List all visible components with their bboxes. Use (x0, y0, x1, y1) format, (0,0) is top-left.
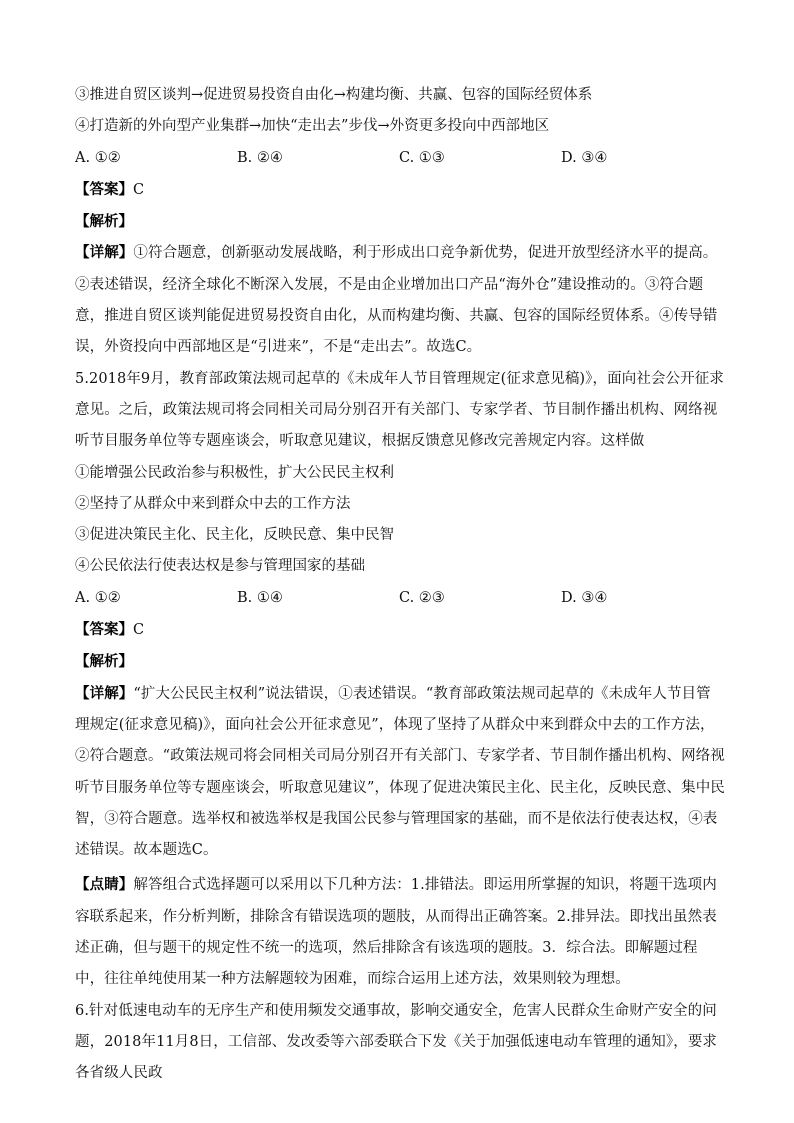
q4-item-4: ④打造新的外向型产业集群→加快“走出去”步伐→外资更多投向中西部地区 (75, 118, 550, 135)
q4-detail-text: ①符合题意，创新驱动发展战略，利于形成出口竞争新优势，促进开放型经济水平的提高。②表述错误，经济全球化不断深入发展，不是由企业增加出口产品“海外仓”建设推动的。③符合题意，推进自贸区谈判能促进贸易投资自由化，从而构建均衡、共赢、包容的国际经贸体系。④传导错误，外资投向中西部地区是“引进来”，不是“走出去”。故选C。 (75, 245, 718, 356)
q5-item-2: ②坚持了从群众中来到群众中去的工作方法 (75, 495, 351, 512)
q5-answer (75, 614, 725, 646)
q5-answer-label: 【答案】 (75, 621, 133, 639)
q4-answer-value: C (133, 181, 145, 198)
q5-tip-text: 解答组合式选择题可以采用以下几种方法：1.排错法。即运用所掌握的知识，将题干选项内容联系起来，作分析判断，排除含有错误选项的题肢，从而得出正确答案。2.排异法。即找出虽然表述正确，但与题干的规定性不统一的选项，然后排除含有该选项的题肢。3．综合法。即解题过程中，往往单纯使用某一种方法解题较为困难，而综合运用上述方法，效果则较为理想。 (75, 877, 717, 988)
q5-option-d: D. ③④ (561, 589, 608, 606)
q5-item-1: ①能增强公民政治参与积极性，扩大公民民主权利 (75, 464, 394, 481)
q5-detail-label: 【详解】 (75, 684, 134, 702)
q5-detail (75, 678, 725, 867)
q5-item-3: ③促进决策民主化、民主化，反映民意、集中民智 (75, 527, 394, 544)
q4-option-b: B. ②④ (237, 149, 283, 166)
q4-detail (75, 237, 725, 363)
q4-analysis-label: 【解析】 (75, 213, 133, 231)
q5-analysis-label: 【解析】 (75, 653, 133, 671)
q4-options (75, 143, 725, 174)
q4-option-c: C. ①③ (399, 149, 445, 166)
q5-option-b: B. ①④ (237, 589, 283, 606)
q5-answer-value: C (133, 622, 145, 639)
q4-answer-label: 【答案】 (75, 180, 133, 198)
q5-options (75, 583, 725, 614)
q6-stem: 6.针对低速电动车的无序生产和使用频发交通事故，影响交通安全，危害人民群众生命财产安全的问题，2018年11月8日，工信部、发改委等六部委联合下发《关于加强低速电动车管理的通知》，要求各省级人民政 (75, 1002, 718, 1082)
q4-option-d: D. ③④ (561, 149, 608, 166)
q5-detail-text: “扩大公民民主权利”说法错误，①表述错误。“教育部政策法规司起草的《未成年人节目管理规定(征求意见稿)》，面向社会公开征求意见”，体现了坚持了从群众中来到群众中去的工作方法，②符合题意。“政策法规司将会同相关司局分别召开有关部门、专家学者、节目制作播出机构、网络视听节目服务单位等专题座谈会，听取意见建议”，体现了促进决策民主化、民主化，反映民意、集中民智，③符合题意。选举权和被选举权是我国公民参与管理国家的基础，而不是依法行使表达权，④表述错误。故本题选C。 (75, 685, 725, 859)
q4-option-a: A. ①② (75, 149, 121, 166)
q5-stem: 5.2018年9月，教育部政策法规司起草的《未成年人节目管理规定(征求意见稿)》，面向社会公开征求意见。之后，政策法规司将会同相关司局分别召开有关部门、专家学者、节目制作播出机构、网络视听节目服务单位等专题座谈会，听取意见建议，根据反馈意见修改完善规定内容。这样做 (75, 370, 724, 450)
q5-tip (75, 869, 725, 995)
q4-answer (75, 174, 725, 206)
q5-option-a: A. ①② (75, 589, 121, 606)
q4-detail-label: 【详解】 (75, 244, 134, 262)
document-page (75, 80, 725, 1090)
q4-item-3: ③推进自贸区谈判→促进贸易投资自由化→构建均衡、共赢、包容的国际经贸体系 (75, 87, 593, 103)
q5-tip-label: 【点睛】 (75, 876, 134, 894)
q5-item-4: ④公民依法行使表达权是参与管理国家的基础 (75, 558, 365, 575)
q5-option-c: C. ②③ (399, 589, 445, 606)
